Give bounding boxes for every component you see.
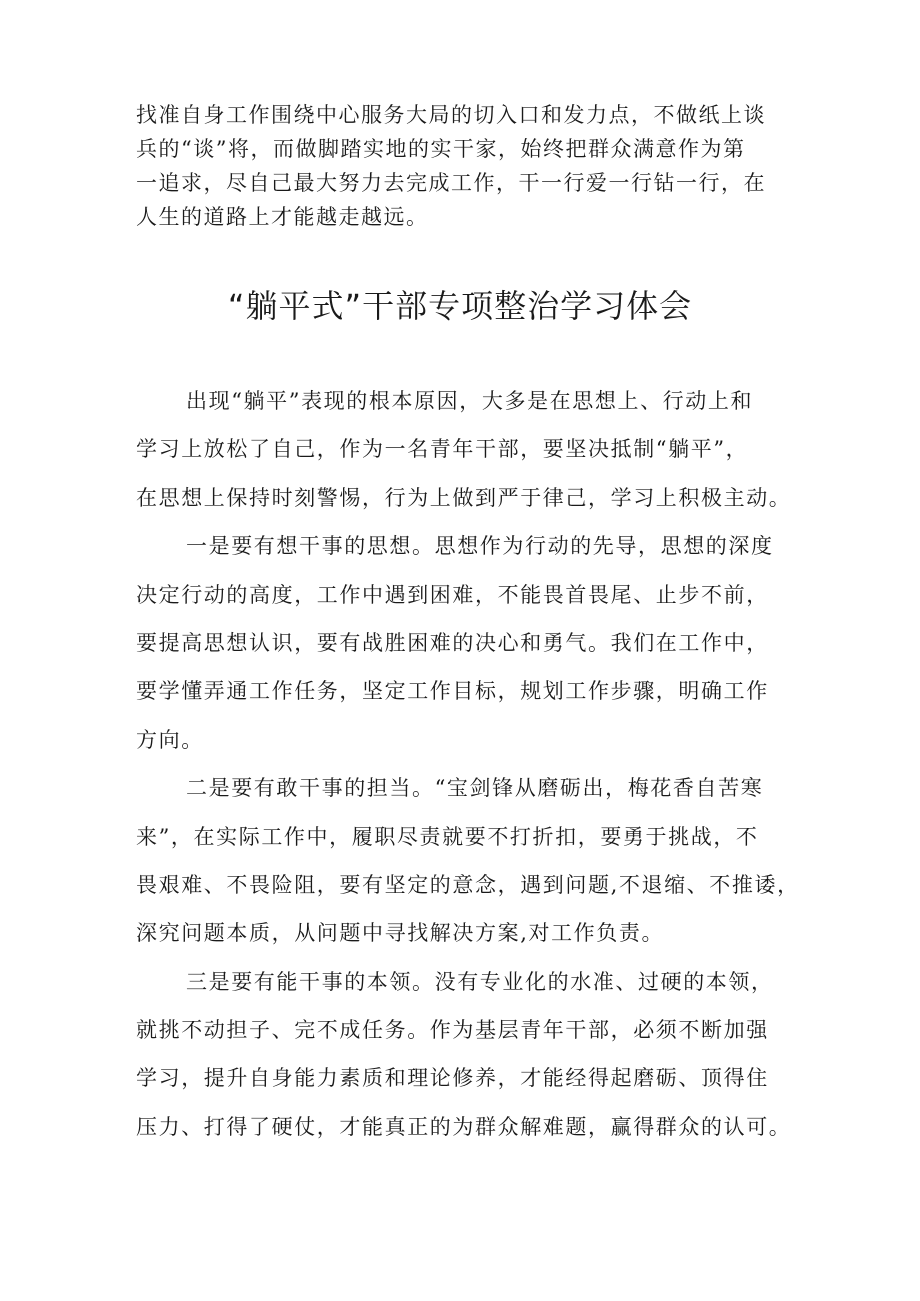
paragraph-line: 学习，提升自身能力素质和理论修养，才能经得起磨砺、顶得住 [136, 1066, 769, 1091]
paragraph-line: 出现“躺平”表现的根本原因，大多是在思想上、行动上和 [186, 389, 754, 413]
document-body [136, 377, 806, 1151]
paragraph-line: 三是要有能干事的本领。没有专业化的水准、过硬的本领， [186, 969, 774, 994]
paragraph-line: 学习上放松了自己，作为一名青年干部，要坚决抵制“躺平”， [136, 437, 749, 462]
paragraph-line: 人生的道路上才能越走越远。 [136, 205, 429, 229]
paragraph-line: 要学懂弄通工作任务，坚定工作目标，规划工作步骤，明确工作 [136, 679, 769, 704]
paragraph-line: 一是要有想干事的思想。思想作为行动的先导，思想的深度 [186, 534, 774, 559]
paragraph-line: 找准自身工作围绕中心服务大局的切入口和发力点，不做纸上谈 [136, 103, 766, 127]
document-title: “躺平式”干部专项整治学习体会 [227, 287, 693, 325]
paragraph-line: 压力、打得了硬仗，才能真正的为群众解难题，赢得群众的认可。 [136, 1114, 792, 1139]
paragraph-line: 来”，在实际工作中，履职尽责就要不打折扣，要勇于挑战，不 [136, 824, 759, 849]
paragraph-line: 兵的“谈”将，而做脚踏实地的实干家，始终把群众满意作为第 [136, 137, 746, 161]
paragraph-line: 方向。 [136, 727, 204, 752]
top-paragraph [136, 98, 796, 234]
paragraph-line: 决定行动的高度，工作中遇到困难，不能畏首畏尾、止步不前， [136, 582, 769, 607]
paragraph-line: 一追求，尽自己最大努力去完成工作，干一行爱一行钻一行，在 [136, 171, 766, 195]
paragraph-line: 要提高思想认识，要有战胜困难的决心和勇气。我们在工作中， [136, 630, 769, 655]
paragraph-line: 在思想上保持时刻警惕，行为上做到严于律己，学习上积极主动。 [136, 485, 792, 510]
paragraph-line: 深究问题本质，从问题中寻找解决方案,对工作负责。 [136, 921, 665, 946]
paragraph-line: 就挑不动担子、完不成任务。作为基层青年干部，必须不断加强 [136, 1018, 769, 1043]
paragraph-line: 二是要有敢干事的担当。“宝剑锋从磨砺出，梅花香自苦寒 [186, 776, 764, 801]
paragraph-line: 畏艰难、不畏险阻，要有坚定的意念，遇到问题,不退缩、不推诿， [136, 872, 800, 897]
